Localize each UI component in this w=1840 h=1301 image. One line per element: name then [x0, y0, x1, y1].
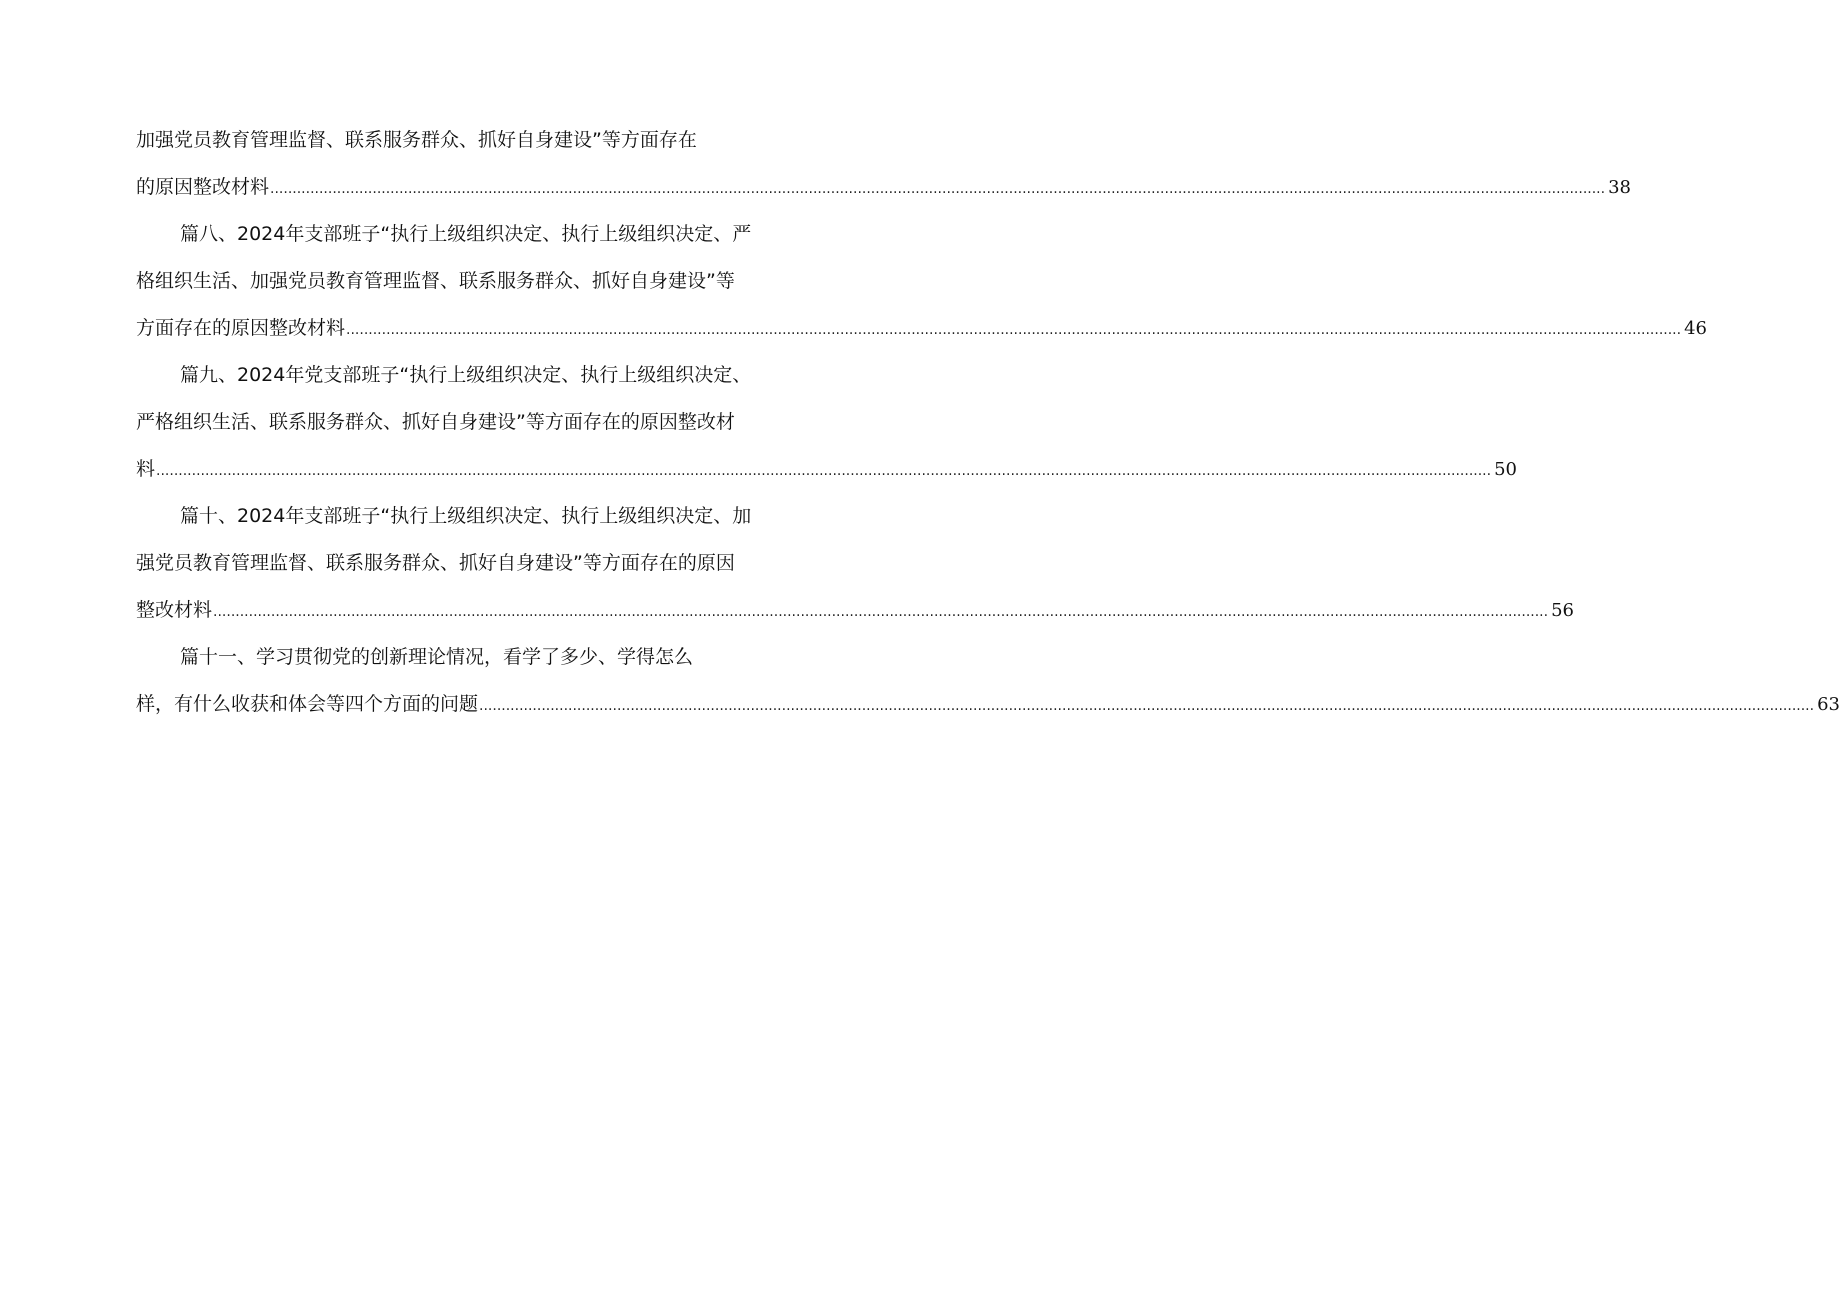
toc-entry[interactable]: [136, 363, 1517, 481]
toc-page-number: 50: [1494, 459, 1517, 480]
toc-entry-title-end: 样，有什么收获和体会等四个方面的问题: [136, 693, 479, 715]
toc-entry[interactable]: [136, 222, 1707, 340]
toc-entry-last-line: [136, 316, 1707, 340]
toc-entry-line: 强党员教育管理监督、联系服务群众、抓好自身建设”等方面存在的原因: [136, 552, 735, 574]
toc-entry-line: 篇九、2024年党支部班子“执行上级组织决定、执行上级组织决定、: [180, 364, 752, 386]
toc-entry[interactable]: [136, 128, 1631, 199]
table-of-contents: [136, 128, 1840, 739]
dot-leader: ............................................................................................................................................................................................................................................................................................................: [346, 322, 1682, 338]
dot-leader: ............................................................................................................................................................................................................................................................................................................: [479, 698, 1815, 714]
dot-leader: ............................................................................................................................................................................................................................................................................................................: [213, 604, 1549, 620]
toc-entry-line: 篇八、2024年支部班子“执行上级组织决定、执行上级组织决定、严: [180, 223, 752, 245]
toc-entry[interactable]: [136, 645, 1840, 716]
toc-entry-last-line: [136, 692, 1840, 716]
dot-leader: ............................................................................................................................................................................................................................................................................................................: [156, 463, 1492, 479]
toc-entry-last-line: [136, 598, 1574, 622]
toc-entry-line: 加强党员教育管理监督、联系服务群众、抓好自身建设”等方面存在: [136, 129, 697, 151]
toc-page-number: 63: [1817, 694, 1840, 715]
toc-page-number: 56: [1551, 600, 1574, 621]
toc-entry-title-end: 整改材料: [136, 599, 213, 621]
toc-entry[interactable]: [136, 504, 1574, 622]
toc-entry-title-end: 料: [136, 458, 156, 480]
toc-entry-line: 格组织生活、加强党员教育管理监督、联系服务群众、抓好自身建设”等: [136, 270, 735, 292]
toc-entry-last-line: [136, 457, 1517, 481]
toc-entry-title-end: 的原因整改材料: [136, 176, 270, 198]
toc-page-number: 38: [1608, 177, 1631, 198]
dot-leader: ............................................................................................................................................................................................................................................................................................................: [270, 181, 1606, 197]
toc-entry-title-end: 方面存在的原因整改材料: [136, 317, 346, 339]
toc-entry-line: 严格组织生活、联系服务群众、抓好自身建设”等方面存在的原因整改材: [136, 411, 735, 433]
toc-entry-line: 篇十一、学习贯彻党的创新理论情况，看学了多少、学得怎么: [180, 646, 694, 668]
toc-entry-last-line: [136, 175, 1631, 199]
toc-page-number: 46: [1684, 318, 1707, 339]
toc-entry-line: 篇十、2024年支部班子“执行上级组织决定、执行上级组织决定、加: [180, 505, 752, 527]
